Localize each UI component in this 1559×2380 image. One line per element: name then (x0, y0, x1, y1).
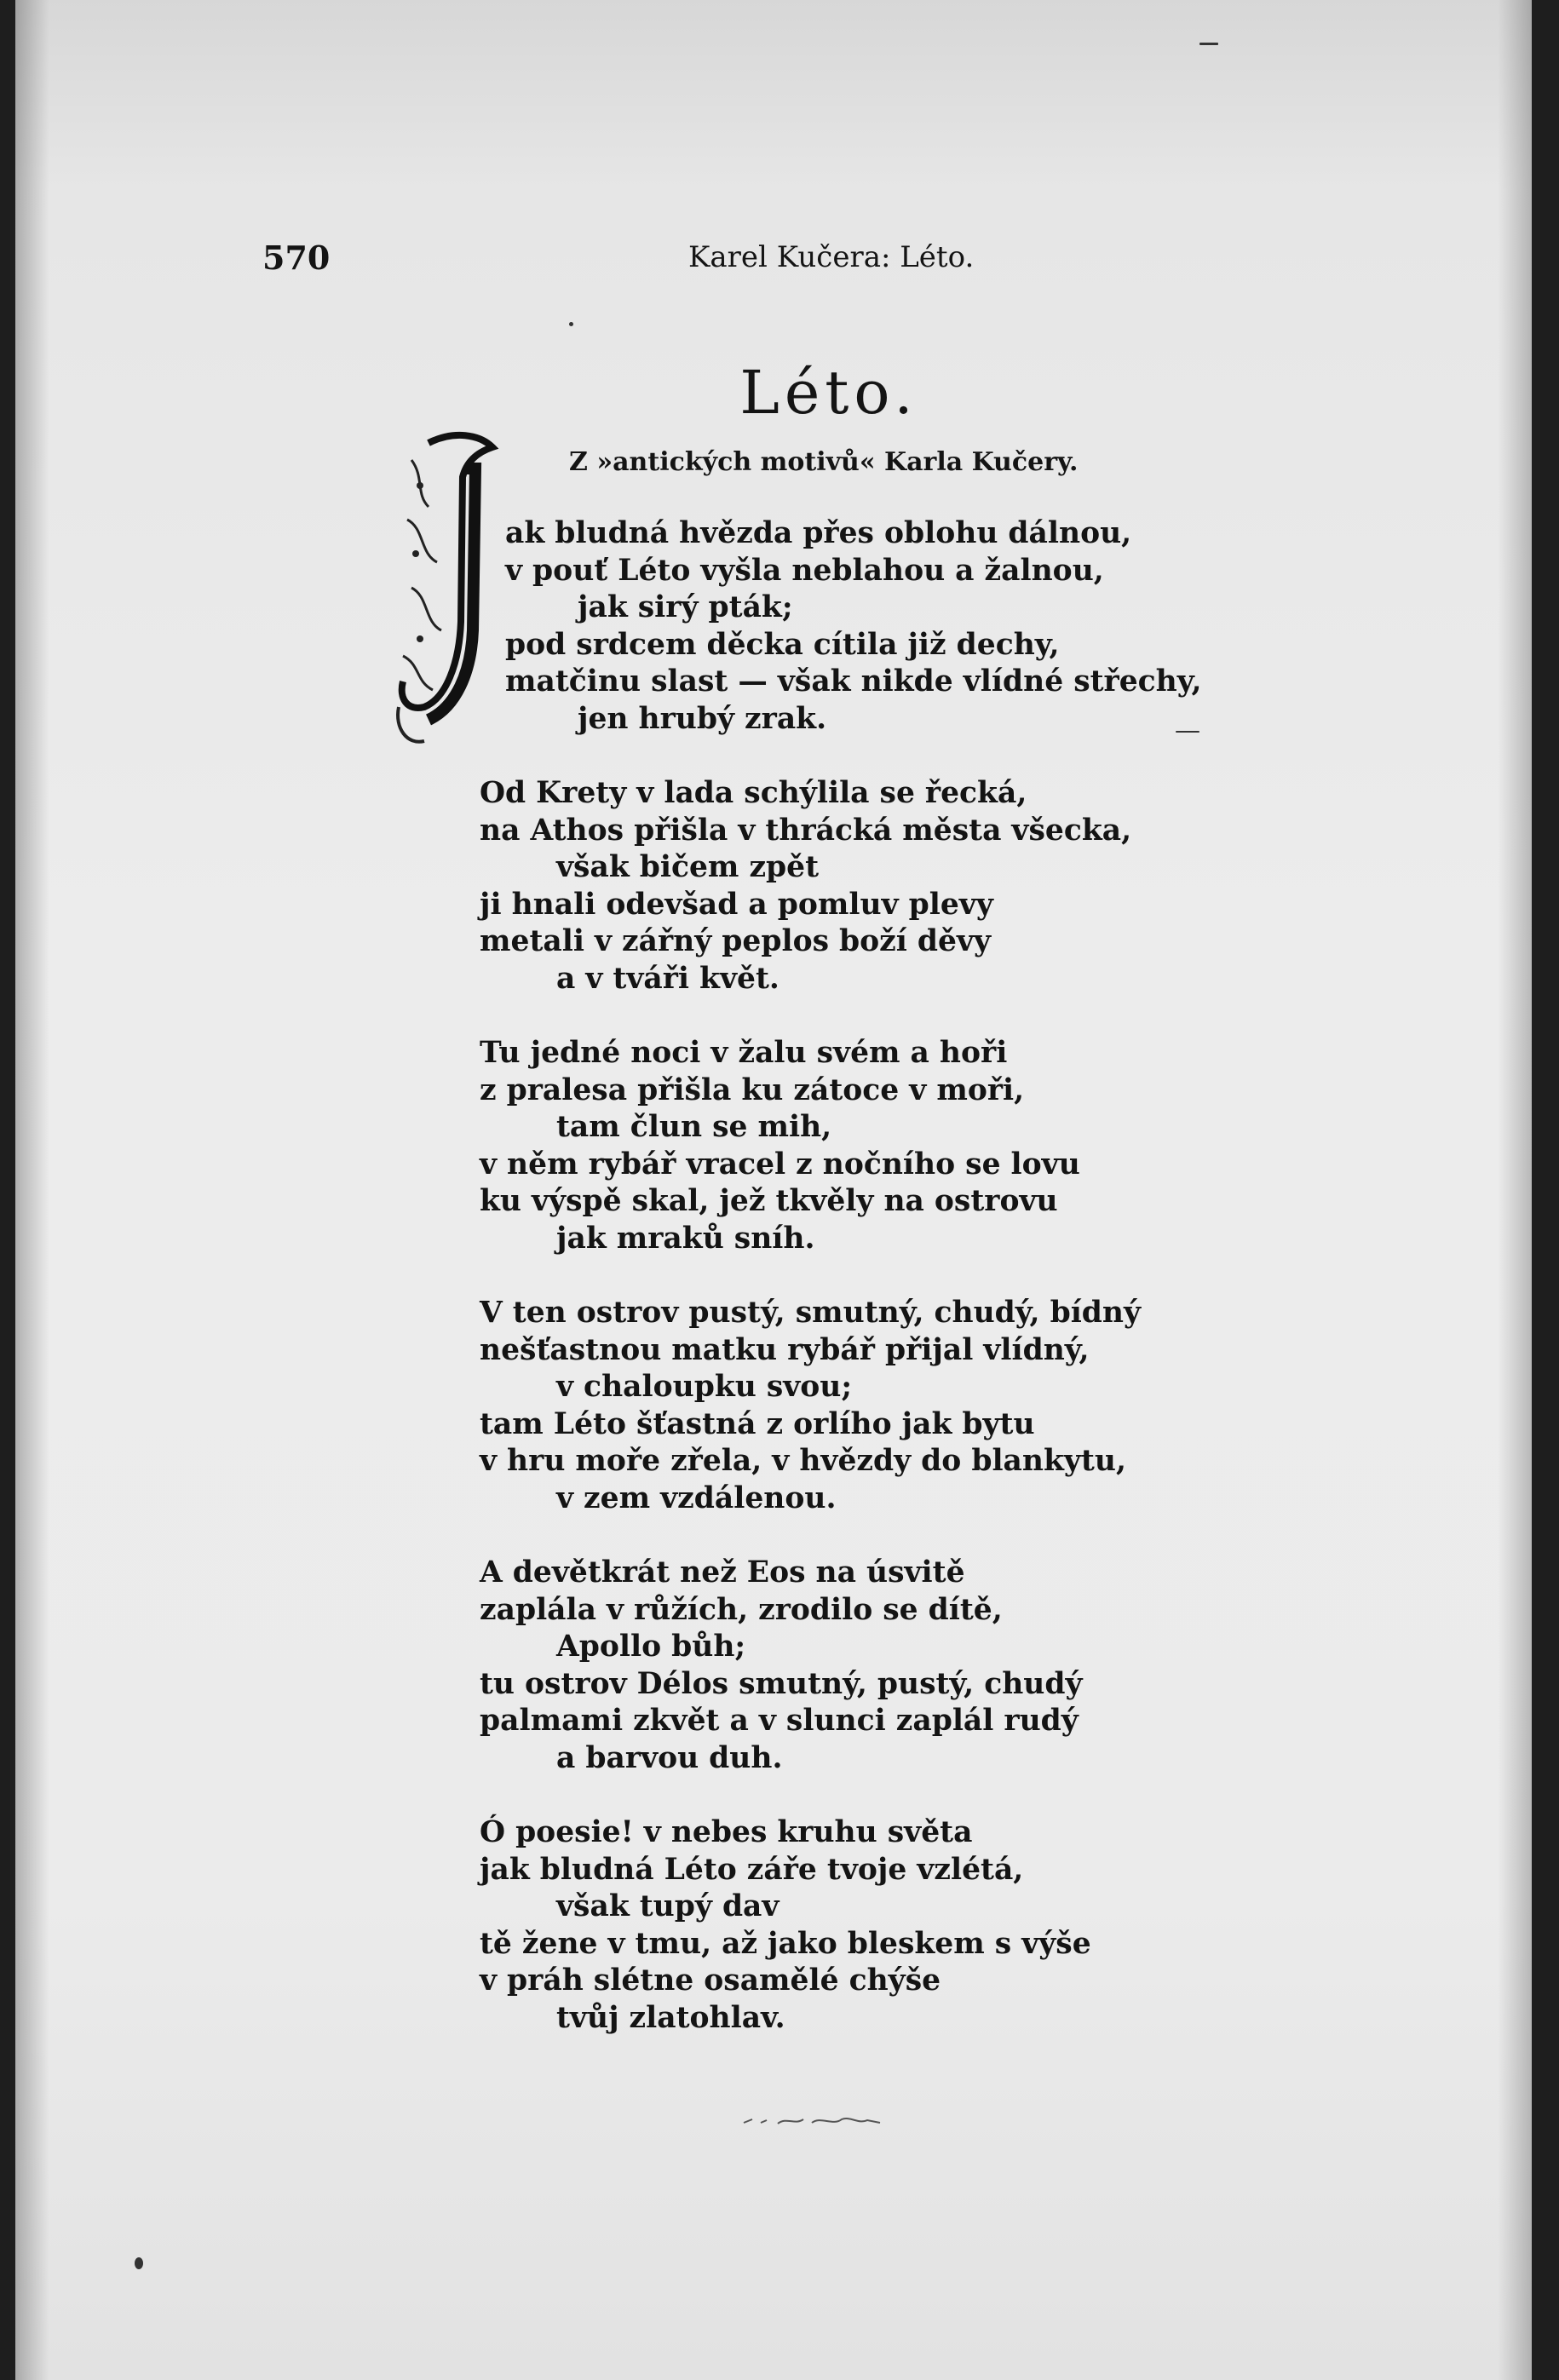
verse-line: Od Krety v lada schýlila se řecká, (480, 776, 1027, 810)
verse-line: Ó poesie! v nebes kruhu světa (480, 1815, 973, 1849)
stanza-1 (480, 515, 1229, 738)
page-number: 570 (262, 239, 331, 277)
verse-line: tu ostrov Délos smutný, pustý, chudý (480, 1666, 1083, 1701)
verse-line: jak sirý pták; (578, 590, 793, 624)
verse-line: ku výspě skal, jež tkvěly na ostrovu (480, 1184, 1058, 1218)
stanza-5 (480, 1555, 1229, 1777)
page-header (262, 239, 1395, 281)
verse-line: však bičem zpět (556, 850, 820, 884)
verse-line: jak mraků sníh. (556, 1221, 815, 1256)
verse-line: v něm rybář vracel z nočního se lovu (480, 1147, 1080, 1181)
stanza-3 (480, 1035, 1229, 1257)
verse-line: Tu jedné noci v žalu svém a hoři (480, 1036, 1008, 1070)
verse-line: A devětkrát než Eos na úsvitě (480, 1555, 965, 1590)
verse-line: z pralesa přišla ku zátoce v moři, (480, 1072, 1025, 1107)
verse-line: V ten ostrov pustý, smutný, chudý, bídný (480, 1296, 1142, 1330)
book-page (15, 0, 1532, 2380)
verse-line: tam Léto šťastná z orlího jak bytu (480, 1406, 1035, 1441)
verse-line: ji hnali odevšad a pomluv plevy (480, 887, 993, 922)
poem-subtitle: Z »antických motivů« Karla Kučery. (569, 447, 1079, 477)
verse-line: matčinu slast — však nikde vlídné střechy, (505, 664, 1202, 698)
verse-line: pod srdcem děcka cítila již dechy, (505, 627, 1060, 662)
verse-line: v hru moře zřela, v hvězdy do blankytu, (480, 1444, 1126, 1478)
verse-line: zaplála v růžích, zrodilo se dítě, (480, 1592, 1003, 1627)
verse-line: v práh slétne osamělé chýše (480, 1963, 941, 1998)
verse-line: tě žene v tmu, až jako bleskem s výše (480, 1926, 1091, 1961)
stanza-4 (480, 1295, 1229, 1517)
verse-line: palmami zkvět a v slunci zaplál rudý (480, 1704, 1079, 1738)
verse-line: tam člun se mih, (556, 1110, 832, 1144)
stanza-2 (480, 775, 1229, 997)
verse-line: jak bludná Léto záře tvoje vzlétá, (480, 1852, 1024, 1887)
running-head: Karel Kučera: Léto. (688, 240, 975, 274)
verse-line: a barvou duh. (556, 1740, 783, 1775)
verse-line: v pouť Léto vyšla neblahou a žalnou, (505, 553, 1104, 588)
stanza-6 (480, 1814, 1229, 2037)
verse-line: jen hrubý zrak. (578, 701, 827, 736)
verse-line: v chaloupku svou; (556, 1370, 853, 1404)
poem-title: Léto. (739, 358, 918, 428)
poem-body (480, 515, 1229, 2074)
verse-line: na Athos přišla v thrácká města všecka, (480, 813, 1132, 848)
verse-line: tvůj zlatohlav. (556, 2000, 785, 2035)
verse-line: metali v zářný peplos boží děvy (480, 924, 992, 958)
verse-line: a v tváři květ. (556, 961, 780, 996)
verse-line: ak bludná hvězda přes oblohu dálnou, (505, 516, 1132, 550)
verse-line: nešťastnou matku rybář přijal vlídný, (480, 1332, 1090, 1367)
verse-line: v zem vzdálenou. (556, 1480, 837, 1515)
verse-line: však tupý dav (556, 1889, 780, 1923)
end-ornament (739, 2113, 884, 2130)
verse-line: Apollo bůh; (556, 1630, 746, 1664)
